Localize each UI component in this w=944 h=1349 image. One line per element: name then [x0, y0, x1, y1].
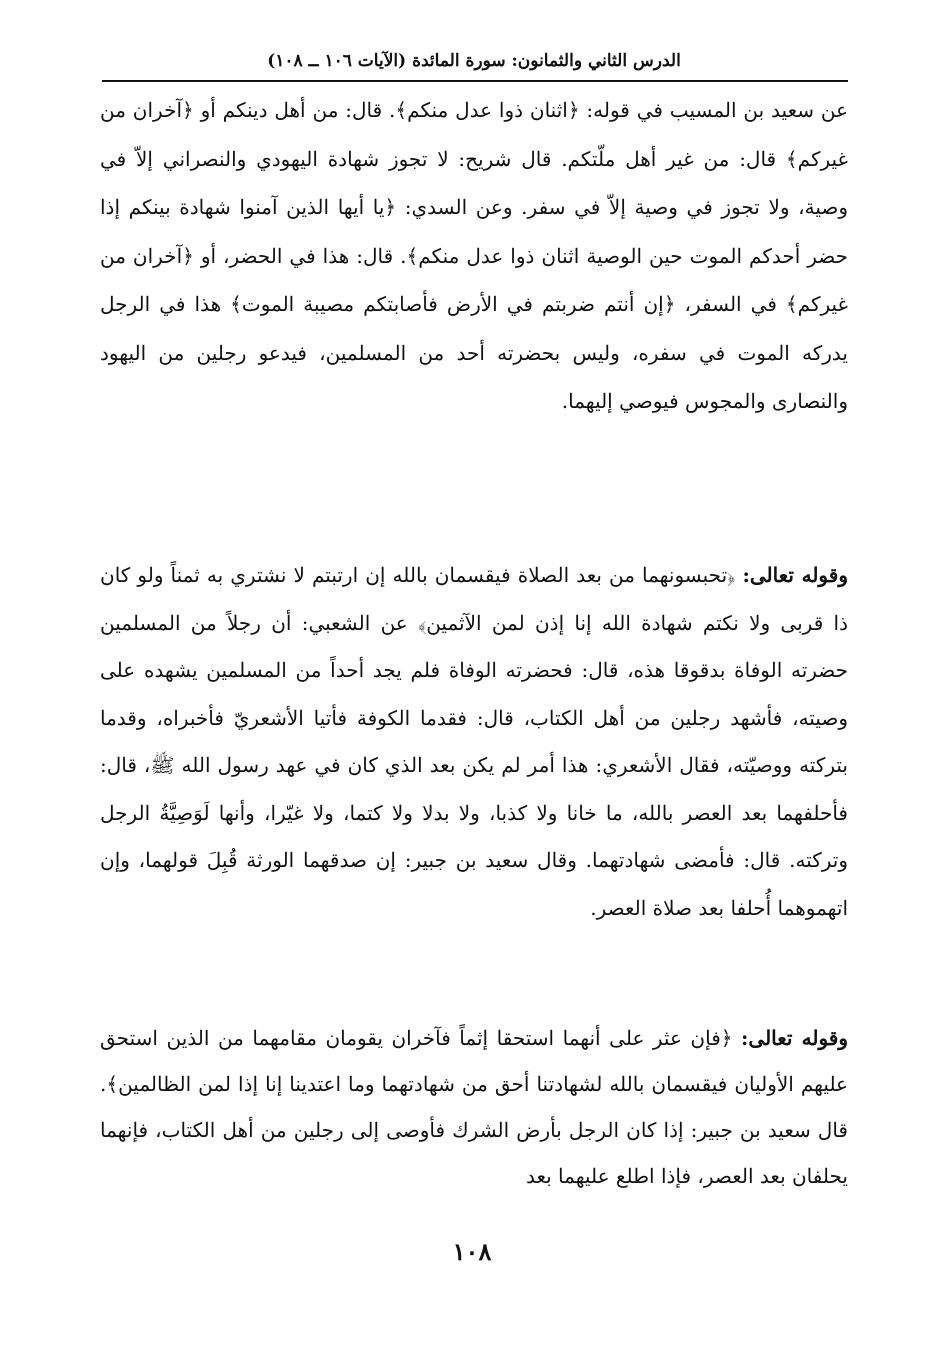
- header-rule: [102, 80, 848, 82]
- paragraph-2: [100, 552, 848, 932]
- paragraph-1-text: عن سعيد بن المسيب في قوله: ﴿اثنان ذوا عدل منكم﴾. قال: من أهل دينكم أو ﴿آخران من غيركم﴾ قال: من غير أهل ملّتكم. قال شريح: لا تجوز شهادة اليهودي والنصراني إلاّ في وصية، ولا تجوز في وصية إلاّ في سفر. وعن السدي: ﴿يا أيها الذين آمنوا شهادة بينكم إذا حضر أحدكم الموت حين الوصية اثنان ذوا عدل منكم﴾. قال: هذا في الحضر، أو ﴿آخران من غيركم﴾ في السفر، ﴿إن أنتم ضربتم في الأرض فأصابتكم مصيبة الموت﴾ هذا في الرجل يدركه الموت في سفره، وليس بحضرته أحد من المسلمين، فيدعو رجلين من اليهود والنصارى والمجوس فيوصي إليهما.: [100, 98, 848, 413]
- paragraph-1: [100, 86, 848, 426]
- page-number: ١٠٨: [452, 1237, 492, 1266]
- paragraph-3: [100, 1015, 848, 1199]
- paragraph-3-lead: وقوله تعالى:: [741, 1026, 848, 1050]
- paragraph-2-text: ﴿تحبسونهما من بعد الصلاة فيقسمان بالله إن ارتبتم لا نشتري به ثمناً ولو كان ذا قربى ولا نكتم شهادة الله إنا إذن لمن الآثمين﴾ عن الشعبي: أن رجلاً من المسلمين حضرته الوفاة بدقوقا هذه، قال: فحضرته الوفاة فلم يجد أحداً من المسلمين يشهده على وصيته، فأشهد رجلين من أهل الكتاب، قال: فقدما الكوفة فأتيا الأشعريّ فأخبراه، وقدما بتركته ووصيّته، فقال الأشعري: هذا أمر لم يكن بعد الذي كان في عهد رسول الله ﷺ، قال: فأحلفهما بعد العصر بالله، ما خانا ولا كذبا، ولا بدلا ولا كتما، ولا غيّرا، وأنها لَوَصِيَّةُ الرجل وتركته. قال: فأمضى شهادتهما. وقال سعيد بن جبير: إن صدقهما الورثة قُبِلَ قولهما، وإن اتهموهما أُحلفا بعد صلاة العصر.: [100, 563, 849, 920]
- paragraph-3-text: ﴿فإن عثر على أنهما استحقا إثماً فآخران يقومان مقامهما من الذين استحق عليهم الأوليان فيقسمان بالله لشهادتنا أحق من شهادتهما وما اعتدينا إنا إذا لمن الظالمين﴾. قال سعيد بن جبير: إذا كان الرجل بأرض الشرك فأوصى إلى رجلين من أهل الكتاب، فإنهما يحلفان بعد العصر، فإذا اطلع عليهما بعد: [100, 1026, 848, 1188]
- running-header-title: الدرس الثاني والثمانون: سورة المائدة (الآيات ١٠٦ ــ ١٠٨): [267, 51, 681, 71]
- paragraph-2-lead: وقوله تعالى:: [742, 563, 848, 587]
